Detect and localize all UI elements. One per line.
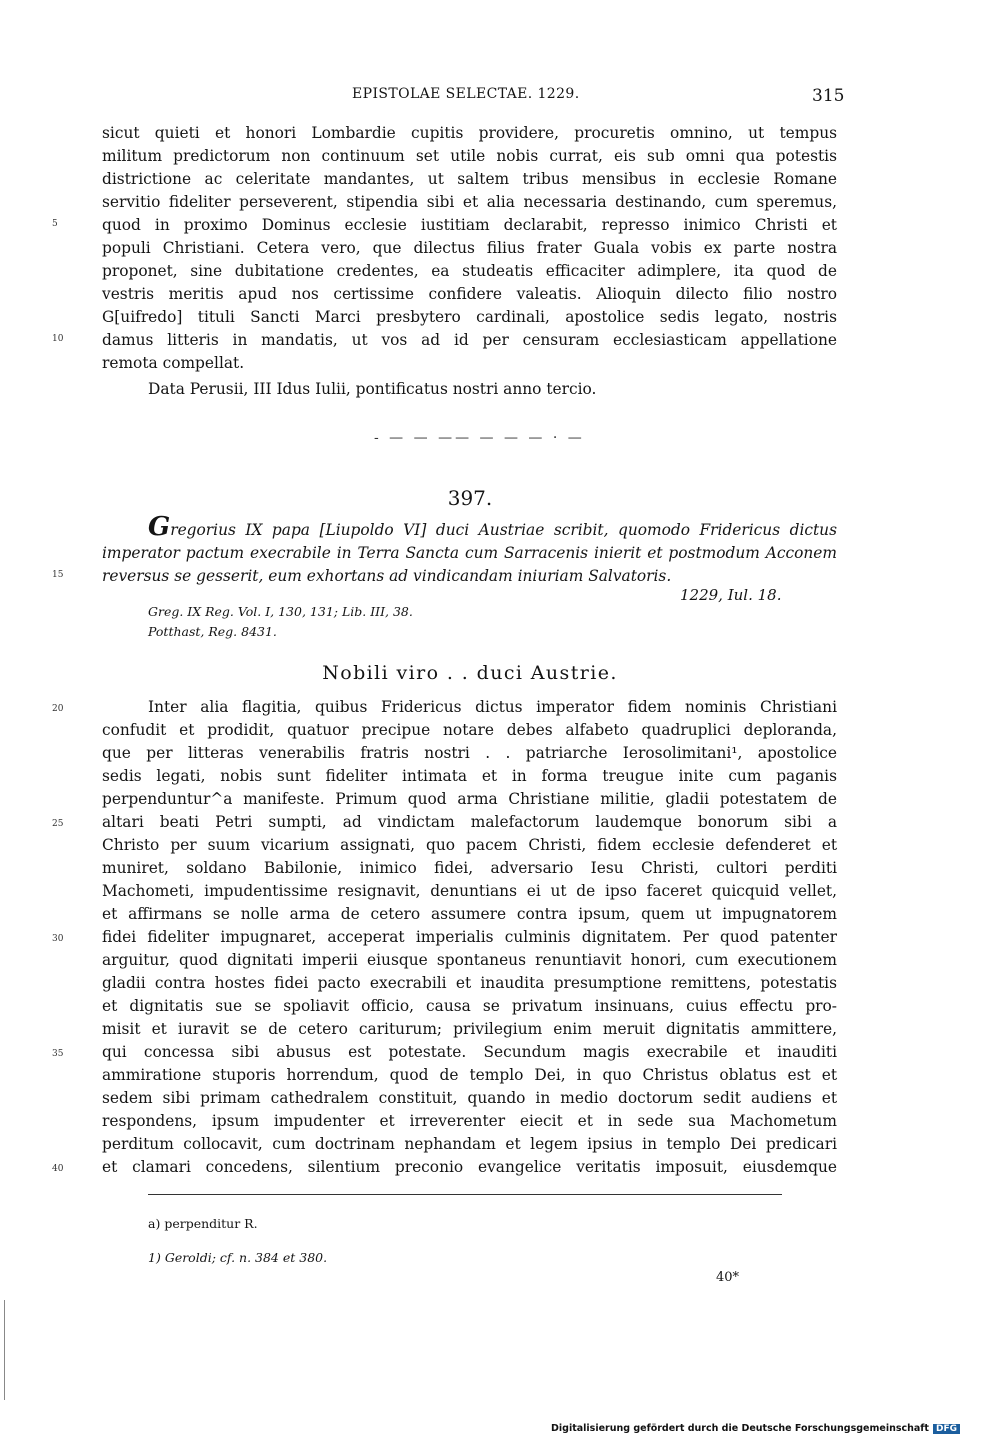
dfg-logo: DFG [933,1424,960,1434]
data-line: Data Perusii, III Idus Iulii, pontificatus nostri anno tercio. [148,380,597,398]
body-line: muniret, soldano Babilonie, inimico fidei, adversario Iesu Christi, cultori perditi [102,859,837,877]
body-line: et clamari concedens, silentium preconio evangelice veritatis imposuit, eiusdemque [102,1158,837,1176]
footnote-text: perpenditur R. [164,1216,258,1231]
footnote-text: Geroldi; cf. n. 384 et 380. [164,1250,328,1265]
text-line: damus litteris in mandatis, ut vos ad id per censuram ecclesiasticam appellatione [102,331,837,349]
regest-line: reversus se gesserit, eum exhortans ad vindicandam iniuriam Salvatoris. [102,567,672,585]
footnote [148,1216,258,1231]
body-line: respondens, ipsum impudenter et irreverenter eiecit et in sede sua Machometum [102,1112,837,1130]
body-line: arguitur, quod dignitati imperii eiusque spontaneus renuntiavit honori, cum executionem [102,951,837,969]
address-heading: Nobili viro . . duci Austrie. [322,662,618,684]
body-line: gladii contra hostes fidei pacto execrabili et inaudita presumptione remittens, potestatis [102,974,837,992]
body-line: Machometi, impudentissime resignavit, denuntians ei ut de ipso faceret quicquid vellet, [102,882,837,900]
line-number: 30 [52,934,64,944]
reference-line: Potthast, Reg. 8431. [148,624,277,639]
body-line: perpenduntur^a manifeste. Primum quod arma Christiane militie, gladii potestatem de [102,790,837,808]
body-line: fidei fideliter impugnaret, acceperat imperialis culminis dignitatem. Per quod patenter [102,928,837,946]
body-line: confudit et prodidit, quatuor precipue notare debes alfabeto quadruplici deploranda, [102,721,837,739]
line-number: 35 [52,1049,64,1059]
body-line: qui concessa sibi abusus est potestate. Secundum magis execrabile et inauditi [102,1043,837,1061]
body-line: Christo per suum vicarium assignati, quo pacem Christi, fidem ecclesie defenderet et [102,836,837,854]
line-number: 15 [52,570,64,580]
footnote [148,1250,327,1265]
running-title: EPISTOLAE SELECTAE. 1229. [352,86,580,102]
text-line: servitio fideliter perseverent, stipendia sibi et alia necessaria destinando, cum speremus, [102,193,837,211]
line-number: 25 [52,819,64,829]
document-date: 1229, Iul. 18. [680,586,782,604]
text-line: militum predictorum non continuum set utile nobis currat, eis sub omni qua potestis [102,147,837,165]
text-line: remota compellat. [102,354,245,372]
footnote-mark: a) [148,1216,161,1231]
digitization-credit [551,1423,960,1434]
footnote-mark: 1) [148,1250,161,1265]
section-separator: - — — —— — — — · — [374,430,585,446]
signature-mark: 40* [716,1270,740,1285]
body-line: Inter alia flagitia, quibus Fridericus dictus imperator fidem nominis Christiani [148,698,837,716]
document-number: 397. [447,486,493,510]
line-number: 40 [52,1164,64,1174]
reference-line: Greg. IX Reg. Vol. I, 130, 131; Lib. III, 38. [148,604,413,619]
body-line: ammiratione stuporis horrendum, quod de templo Dei, in quo Christus oblatus est et [102,1066,837,1084]
scan-edge-mark [4,1300,5,1400]
line-number: 5 [52,219,58,229]
credit-text: Digitalisierung gefördert durch die Deutsche Forschungsgemeinschaft [551,1423,929,1434]
body-line: sedis legati, nobis sunt fideliter intimata et in forma treugue inite cum paganis [102,767,837,785]
body-line: que per litteras venerabilis fratris nostri . . patriarche Ierosolimitani¹, apostolice [102,744,837,762]
footnote-divider [148,1194,782,1195]
text-line: proponet, sine dubitatione credentes, ea studeatis efficaciter adimplere, ita quod de [102,262,837,280]
text-line: vestris meritis apud nos certissime confidere valeatis. Alioquin dilecto filio nostro [102,285,837,303]
text-line: G[uifredo] tituli Sancti Marci presbytero cardinali, apostolice sedis legato, nostris [102,308,837,326]
line-number: 20 [52,704,64,714]
body-line: et affirmans se nolle arma de cetero assumere contra ipsum, quem ut impugnatorem [102,905,837,923]
text-line: districtione ac celeritate mandantes, ut saltem tribus mensibus in ecclesie Romane [102,170,837,188]
initial-letter: G [148,512,171,542]
line-number: 10 [52,334,64,344]
page-number: 315 [812,86,845,106]
regest-line: Gregorius IX papa [Liupoldo VI] duci Austriae scribit, quomodo Fridericus dictus [148,512,837,542]
text-line: quod in proximo Dominus ecclesie iustitiam declarabit, represso inimico Christi et [102,216,837,234]
text-line: sicut quieti et honori Lombardie cupitis providere, procuretis omnino, ut tempus [102,124,837,142]
text-line: populi Christiani. Cetera vero, que dilectus filius frater Guala vobis ex parte nostra [102,239,837,257]
regest-line: imperator pactum execrabile in Terra Sancta cum Sarracenis inierit et postmodum Acconem [102,544,837,562]
body-line: perditum collocavit, cum doctrinam nephandam et legem ipsius in templo Dei predicari [102,1135,837,1153]
body-line: et dignitatis sue se spoliavit officio, causa se privatum insinuans, cuius effectu pro- [102,997,837,1015]
body-line: altari beati Petri sumpti, ad vindictam malefactorum laudemque bonorum sibi a [102,813,837,831]
body-line: misit et iuravit se de cetero cariturum; privilegium enim meruit dignitatis ammittere, [102,1020,837,1038]
body-line: sedem sibi primam cathedralem constituit, quando in medio doctorum sedit audiens et [102,1089,837,1107]
